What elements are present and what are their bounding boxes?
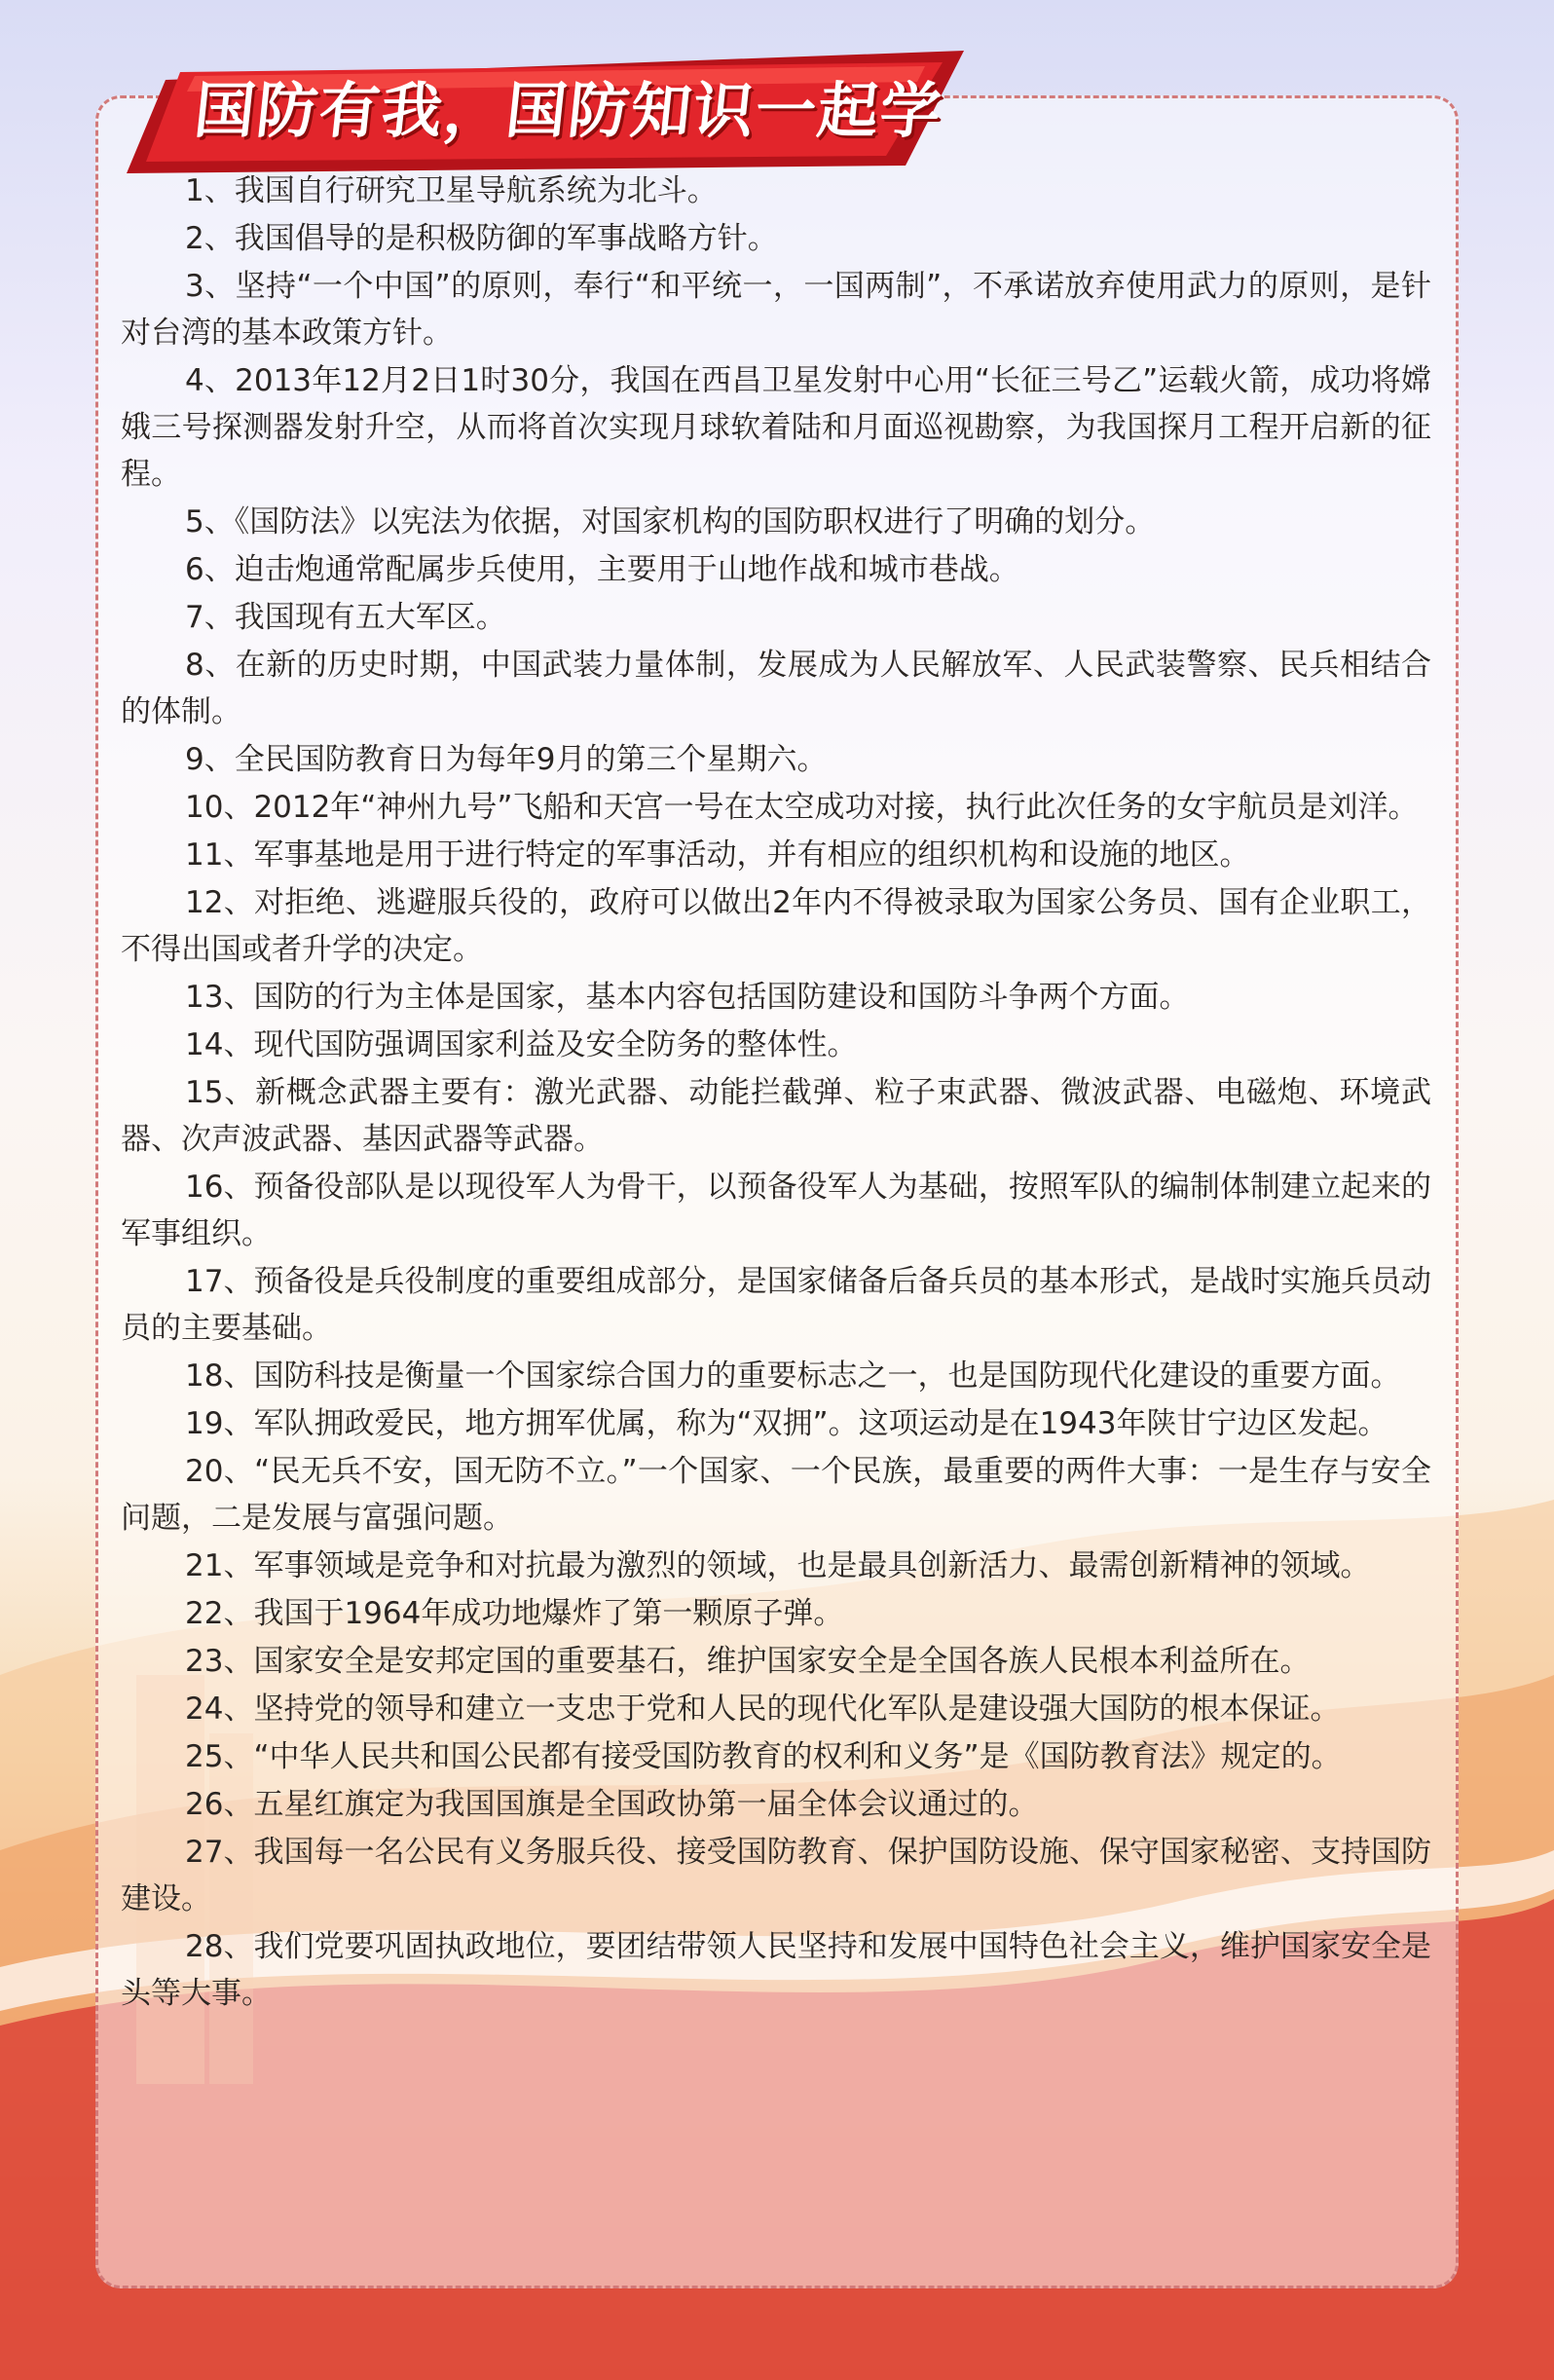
list-item: 27、我国每一名公民有义务服兵役、接受国防教育、保护国防设施、保守国家秘密、支持国防建设。 (121, 1835, 1431, 1916)
list-item: 9、全民国防教育日为每年9月的第三个星期六。 (185, 742, 828, 777)
list-item: 1、我国自行研究卫星导航系统为北斗。 (185, 173, 718, 208)
list-item: 11、军事基地是用于进行特定的军事活动，并有相应的组织机构和设施的地区。 (185, 837, 1250, 873)
list-item: 5、《国防法》以宪法为依据，对国家机构的国防职权进行了明确的划分。 (185, 504, 1156, 539)
list-item: 2、我国倡导的是积极防御的军事战略方针。 (185, 221, 778, 256)
list-item: 4、2013年12月2日1时30分，我国在西昌卫星发射中心用“长征三号乙”运载火箭，成功将嫦娥三号探测器发射升空，从而将首次实现月球软着陆和月面巡视勘察，为我国探月工程开启新的征程。 (121, 363, 1431, 492)
list-item: 13、国防的行为主体是国家，基本内容包括国防建设和国防斗争两个方面。 (185, 980, 1190, 1015)
list-item: 20、“民无兵不安，国无防不立。”一个国家、一个民族，最重要的两件大事：一是生存与安全问题，二是发展与富强问题。 (121, 1454, 1431, 1536)
list-item: 16、预备役部队是以现役军人为骨干，以预备役军人为基础，按照军队的编制体制建立起来的军事组织。 (121, 1170, 1431, 1251)
list-item: 26、五星红旗定为我国国旗是全国政协第一届全体会议通过的。 (185, 1787, 1039, 1822)
knowledge-list (121, 167, 1431, 2018)
list-item: 18、国防科技是衡量一个国家综合国力的重要标志之一，也是国防现代化建设的重要方面。 (185, 1358, 1401, 1394)
list-item: 19、军队拥政爱民，地方拥军优属，称为“双拥”。这项运动是在1943年陕甘宁边区发起。 (185, 1406, 1388, 1441)
list-item: 10、2012年“神州九号”飞船和天宫一号在太空成功对接，执行此次任务的女宇航员是刘洋。 (185, 790, 1419, 825)
list-item: 23、国家安全是安邦定国的重要基石，维护国家安全是全国各族人民根本利益所在。 (185, 1644, 1311, 1679)
page-title: 国防有我，国防知识一起学 (191, 75, 946, 146)
list-item: 6、迫击炮通常配属步兵使用，主要用于山地作战和城市巷战。 (185, 552, 1019, 587)
list-item: 25、“中华人民共和国公民都有接受国防教育的权利和义务”是《国防教育法》规定的。 (185, 1739, 1342, 1774)
list-item: 7、我国现有五大军区。 (185, 600, 506, 635)
list-item: 14、现代国防强调国家利益及安全防务的整体性。 (185, 1027, 858, 1062)
list-item: 8、在新的历史时期，中国武装力量体制，发展成为人民解放军、人民武装警察、民兵相结合的体制。 (121, 648, 1431, 729)
list-item: 24、坚持党的领导和建立一支忠于党和人民的现代化军队是建设强大国防的根本保证。 (185, 1692, 1341, 1727)
list-item: 28、我们党要巩固执政地位，要团结带领人民坚持和发展中国特色社会主义，维护国家安全是头等大事。 (121, 1929, 1431, 2011)
list-item: 15、新概念武器主要有：激光武器、动能拦截弹、粒子束武器、微波武器、电磁炮、环境武器、次声波武器、基因武器等武器。 (121, 1075, 1431, 1157)
list-item: 3、坚持“一个中国”的原则，奉行“和平统一，一国两制”，不承诺放弃使用武力的原则，是针对台湾的基本政策方针。 (121, 269, 1431, 351)
list-item: 22、我国于1964年成功地爆炸了第一颗原子弹。 (185, 1596, 844, 1631)
list-item: 12、对拒绝、逃避服兵役的，政府可以做出2年内不得被录取为国家公务员、国有企业职工，不得出国或者升学的决定。 (121, 885, 1431, 967)
list-item: 17、预备役是兵役制度的重要组成部分，是国家储备后备兵员的基本形式，是战时实施兵员动员的主要基础。 (121, 1264, 1431, 1346)
list-item: 21、军事领域是竞争和对抗最为激烈的领域，也是最具创新活力、最需创新精神的领域。 (185, 1548, 1371, 1583)
